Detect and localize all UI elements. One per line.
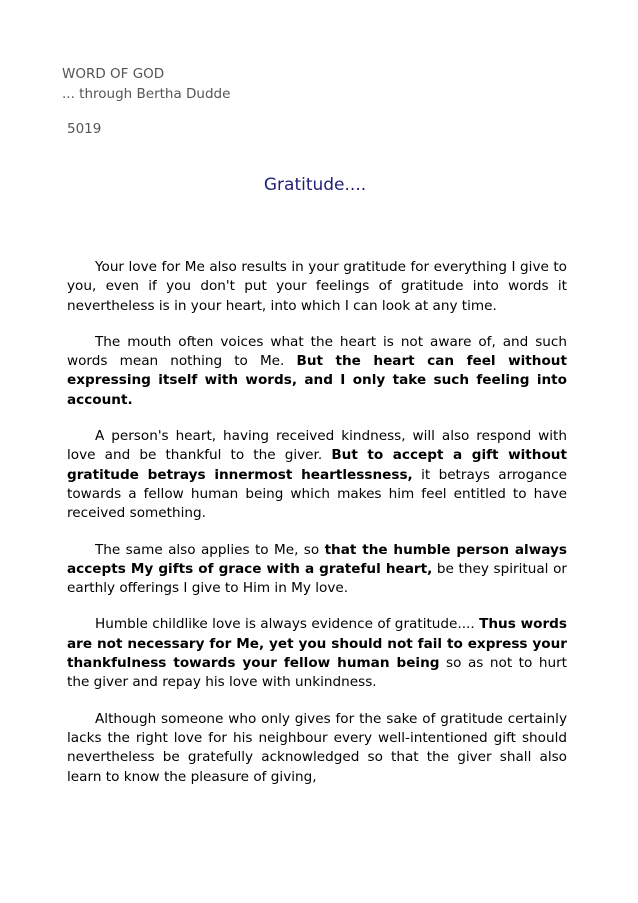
paragraph-emphasis: But the heart can feel without expressing itself with words, and I only take such feeling into account.: [67, 353, 567, 408]
paragraph-emphasis: Thus words are not necessary for Me, yet you should not fail to express your thankfulness towards your fellow human being: [67, 616, 567, 672]
paragraph-text: The same also applies to Me, so: [95, 541, 325, 558]
paragraph-6: [67, 710, 567, 787]
author-byline: ... through Bertha Dudde: [62, 86, 231, 102]
paragraph-text: so as not to hurt the giver and repay his love with unkindness.: [67, 655, 567, 691]
paragraph-3: [67, 427, 567, 523]
paragraph-text: be they spiritual or earthly offerings I give to Him in My love.: [67, 560, 567, 597]
paragraph-text: Your love for Me also results in your gratitude for everything I give to you, even if you don't put your feelings of gratitude into words it nevertheless is in your heart, into which I can look at any time.: [67, 259, 567, 314]
paragraph-text: Humble childlike love is always evidence of gratitude....: [95, 616, 480, 633]
document-header: [62, 64, 230, 104]
paragraph-text: it betrays arrogance towards a fellow human being which makes him feel entitled to have received something.: [67, 466, 568, 522]
source-label: WORD OF GOD: [62, 66, 165, 82]
paragraph-1: [67, 258, 567, 316]
paragraph-2: [67, 333, 567, 410]
paragraph-emphasis: that the humble person always accepts My gifts of grace with a grateful heart,: [67, 541, 567, 577]
document-number: 5019: [67, 121, 102, 137]
paragraph-text: A person's heart, having received kindness, will also respond with love and be thankful to the giver.: [67, 428, 567, 464]
paragraph-text: The mouth often voices what the heart is not aware of, and such words mean nothing to Me.: [67, 333, 567, 370]
paragraph-text: Although someone who only gives for the sake of gratitude certainly lacks the right love for his neighbour every well-intentioned gift should nevertheless be gratefully acknowledged so that the giver shall also learn to know the pleasure of giving,: [67, 710, 567, 785]
paragraph-emphasis: But to accept a gift without gratitude betrays innermost heartlessness,: [67, 447, 567, 483]
paragraph-5: [67, 615, 567, 692]
document-body: [67, 258, 567, 804]
paragraph-4: [67, 541, 567, 599]
page-title: Gratitude....: [263, 175, 367, 195]
